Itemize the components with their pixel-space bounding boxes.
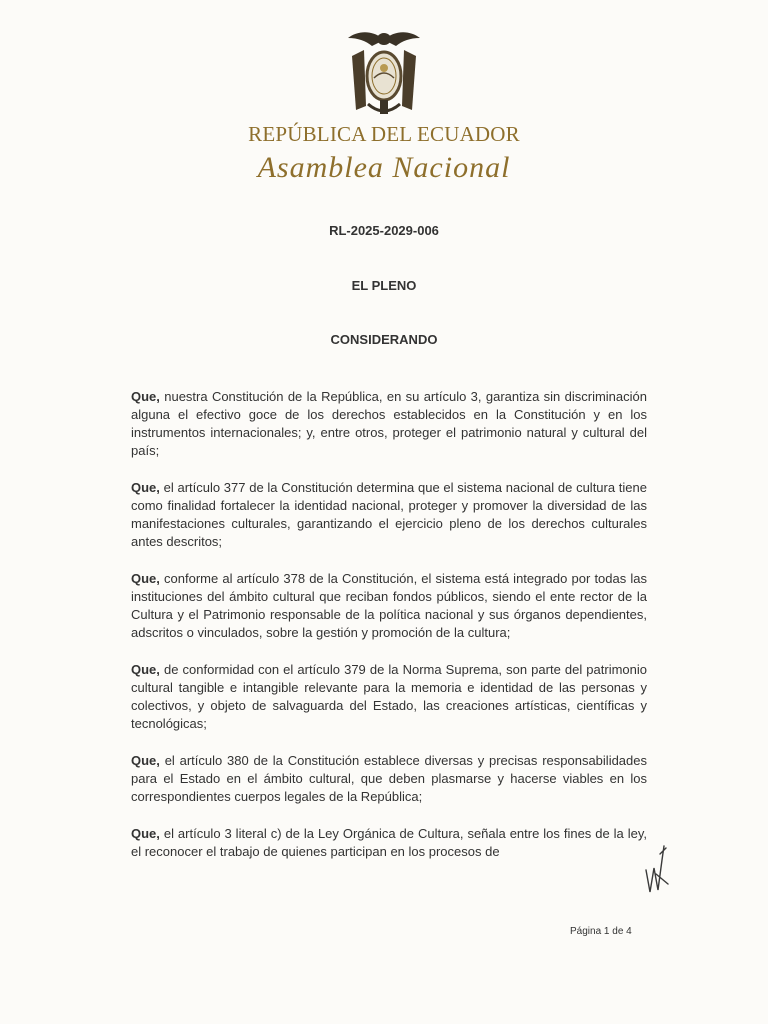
- paragraph-lead: Que,: [131, 480, 160, 495]
- paragraph: [131, 752, 647, 806]
- paragraph-text: conforme al artículo 378 de la Constitución, el sistema está integrado por todas las instituciones del ámbito cultural que reciban fondos públicos, siendo el ente rector de la Cultura y el Patrimonio responsable de la política nacional y sus órganos dependientes, adscritos o vinculados, sobre la gestión y promoción de la cultura;: [131, 571, 647, 640]
- paragraph-lead: Que,: [131, 571, 160, 586]
- considerations: [131, 388, 647, 880]
- paragraph-lead: Que,: [131, 389, 160, 404]
- paragraph-text: de conformidad con el artículo 379 de la Norma Suprema, son parte del patrimonio cultural tangible e intangible relevante para la memoria e identidad de las personas y colectivos, y objeto de salvaguarda del Estado, las creaciones artísticas, científicas y tecnológicas;: [131, 662, 647, 731]
- letterhead: [0, 26, 768, 188]
- ecuador-coat-of-arms-icon: [344, 26, 424, 118]
- handwritten-initials-signature: [640, 840, 674, 900]
- body-title: EL PLENO: [351, 278, 417, 293]
- paragraph: [131, 479, 647, 551]
- paragraph-lead: Que,: [131, 826, 160, 841]
- paragraph-lead: Que,: [131, 753, 160, 768]
- republic-heading: REPÚBLICA DEL ECUADOR: [248, 122, 520, 146]
- section-title: CONSIDERANDO: [330, 332, 438, 347]
- asamblea-nacional-wordmark: [244, 146, 524, 188]
- paragraph-text: el artículo 3 literal c) de la Ley Orgánica de Cultura, señala entre los fines de la ley, el reconocer el trabajo de quienes participan en los procesos de: [131, 826, 647, 859]
- svg-text:Asamblea Nacional: Asamblea Nacional: [257, 151, 511, 184]
- paragraph-text: nuestra Constitución de la República, en su artículo 3, garantiza sin discriminación alguna el efectivo goce de los derechos establecidos en la Constitución y en los instrumentos internacionales; y, entre otros, proteger el patrimonio natural y cultural del país;: [131, 389, 647, 458]
- paragraph: [131, 661, 647, 733]
- paragraph: [131, 825, 647, 861]
- page-number: Página 1 de 4: [570, 926, 632, 937]
- resolution-code: RL-2025-2029-006: [329, 223, 439, 238]
- paragraph: [131, 570, 647, 642]
- paragraph-text: el artículo 380 de la Constitución establece diversas y precisas responsabilidades para el Estado en el ámbito cultural, que deben plasmarse y hacerse viables en los correspondientes cuerpos legales de la República;: [131, 753, 647, 804]
- paragraph-text: el artículo 377 de la Constitución determina que el sistema nacional de cultura tiene como finalidad fortalecer la identidad nacional, proteger y promover la diversidad de las manifestaciones culturales, garantizando el ejercicio pleno de los derechos culturales antes descritos;: [131, 480, 647, 549]
- paragraph: [131, 388, 647, 460]
- paragraph-lead: Que,: [131, 662, 160, 677]
